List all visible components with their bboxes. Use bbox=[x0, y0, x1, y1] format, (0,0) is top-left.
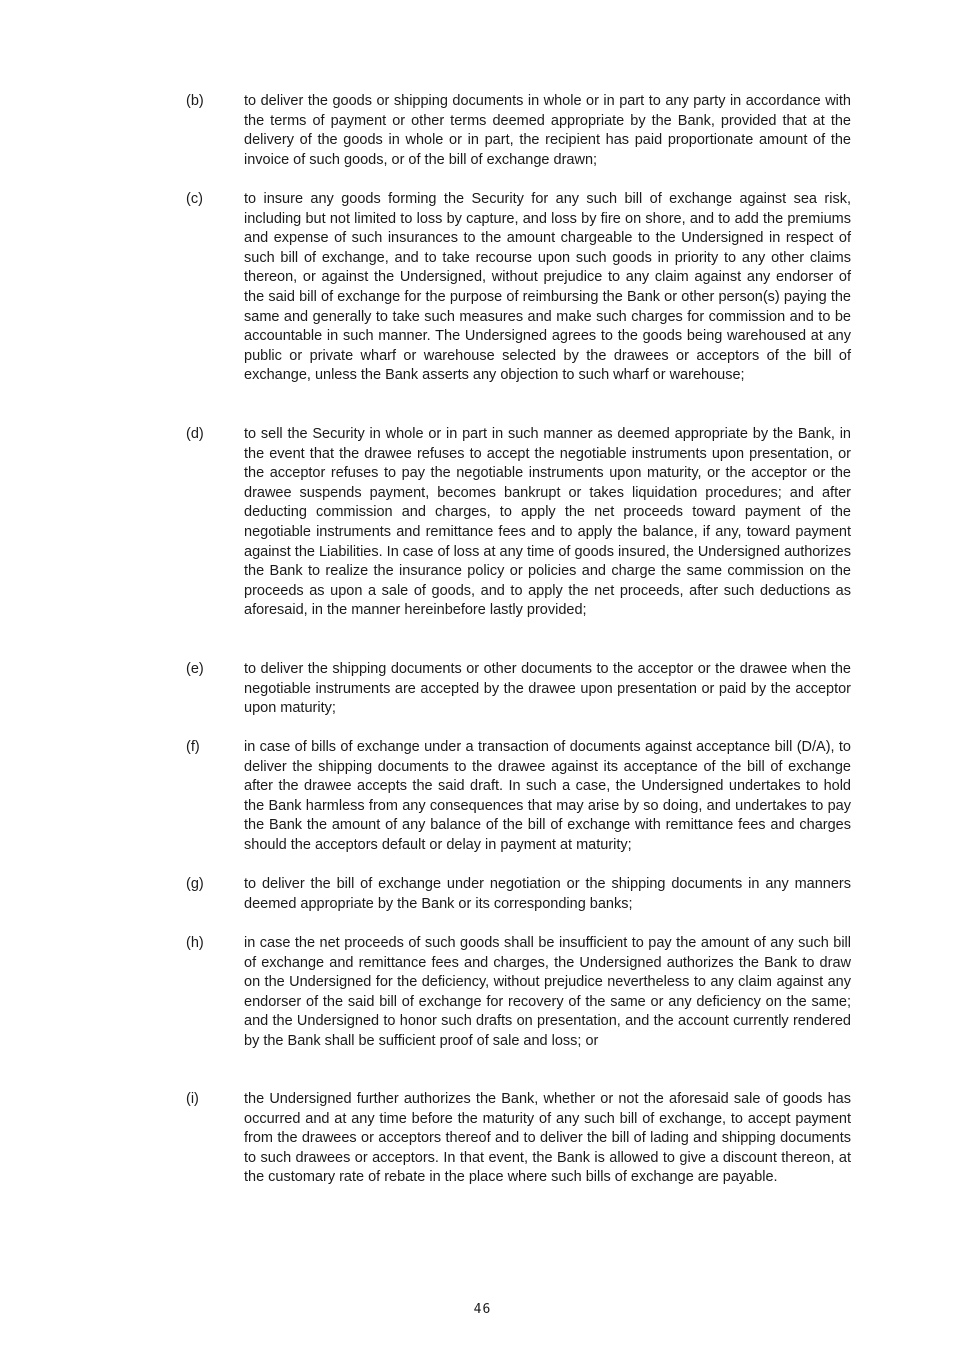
clause-text: in case of bills of exchange under a transaction of documents against acceptance bill (D/A), to deliver the shipping documents to the drawee against its acceptance of the bill of exchange after the drawee accepts the said draft. In such a case, the Undersigned undertakes to hold the Bank harmless from any consequences that may arise by so doing, and undertakes to pay the Bank the amount of any balance of the bill of exchange with remittance fees and charges should the acceptors default or delay in payment at maturity; bbox=[244, 739, 851, 853]
clause-label: (b) bbox=[186, 93, 204, 109]
clause-label: (e) bbox=[186, 661, 204, 677]
clause-text: the Undersigned further authorizes the Bank, whether or not the aforesaid sale of goods has occurred and at any time before the maturity of any such bill of exchange, to accept payment from the drawees or acceptors thereof and to deliver the bill of lading and shipping documents to such drawees or acceptors. In that event, the Bank is allowed to give a discount thereon, at the customary rate of rebate in the place where such bills of exchange are payable. bbox=[244, 1091, 851, 1186]
clause-label: (h) bbox=[186, 935, 204, 951]
clause-text: to deliver the bill of exchange under negotiation or the shipping documents in any manners deemed appropriate by the Bank or its corresponding banks; bbox=[244, 876, 851, 912]
clause-label: (i) bbox=[186, 1091, 199, 1107]
clause-label: (d) bbox=[186, 426, 204, 442]
clause-label: (g) bbox=[186, 876, 204, 892]
clause-text: to sell the Security in whole or in part in such manner as deemed appropriate by the Bank, in the event that the drawee refuses to accept the negotiable instruments upon presentation, or the acceptor refuses to pay the negotiable instruments upon maturity, or the acceptor or the drawee suspends payment, becomes bankrupt or takes liquidation procedures; and after deducting commission and charges, to apply the net proceeds toward payment of the negotiable instruments and remittance fees and to apply the balance, if any, toward payment against the Liabilities. In case of loss at any time of goods insured, the Undersigned authorizes the Bank to realize the insurance policy or policies and charge the same commission on the proceeds as upon a sale of goods, and to apply the net proceeds, after such deductions as aforesaid, in the manner hereinbefore lastly provided; bbox=[244, 426, 851, 619]
clause-text: in case the net proceeds of such goods shall be insufficient to pay the amount of any such bill of exchange and remittance fees and charges, the Undersigned authorizes the Bank to draw on the Undersigned for the deficiency, without prejudice nevertheless to any claim against any endorser of the said bill of exchange for recovery of the same or any deficiency on the same; and the Undersigned to honor such drafts on presentation, and the account currently rendered by the Bank shall be sufficient proof of sale and loss; or bbox=[244, 935, 851, 1049]
clause-text: to insure any goods forming the Security for any such bill of exchange against sea risk, including but not limited to loss by capture, and loss by fire on shore, and to add the premiums and expense of such insurances to the amount chargeable to the Undersigned in respect of such bill of exchange, and to take recourse upon such goods in priority to any other claims thereon, or against the Undersigned, without prejudice to any claim against any endorser of the said bill of exchange for the purpose of reimbursing the Bank or other person(s) paying the same and generally to take such measures and make such charges for commission and to be accountable in such manner. The Undersigned agrees to the goods being warehoused at any public or private wharf or warehouse selected by the drawees or acceptors of the bill of exchange, unless the Bank asserts any objection to such wharf or warehouse; bbox=[244, 191, 851, 384]
page-number: 46 bbox=[473, 1302, 492, 1317]
clause-label: (c) bbox=[186, 191, 203, 207]
clause-text: to deliver the shipping documents or other documents to the acceptor or the drawee when the negotiable instruments are accepted by the drawee upon presentation or paid by the acceptor upon maturity; bbox=[244, 661, 851, 717]
clause-label: (f) bbox=[186, 739, 200, 755]
clause-text: to deliver the goods or shipping documents in whole or in part to any party in accordance with the terms of payment or other terms deemed appropriate by the Bank, provided that at the delivery of the goods in whole or in part, the recipient has paid proportionate amount of the invoice of such goods, or of the bill of exchange drawn; bbox=[244, 93, 851, 168]
